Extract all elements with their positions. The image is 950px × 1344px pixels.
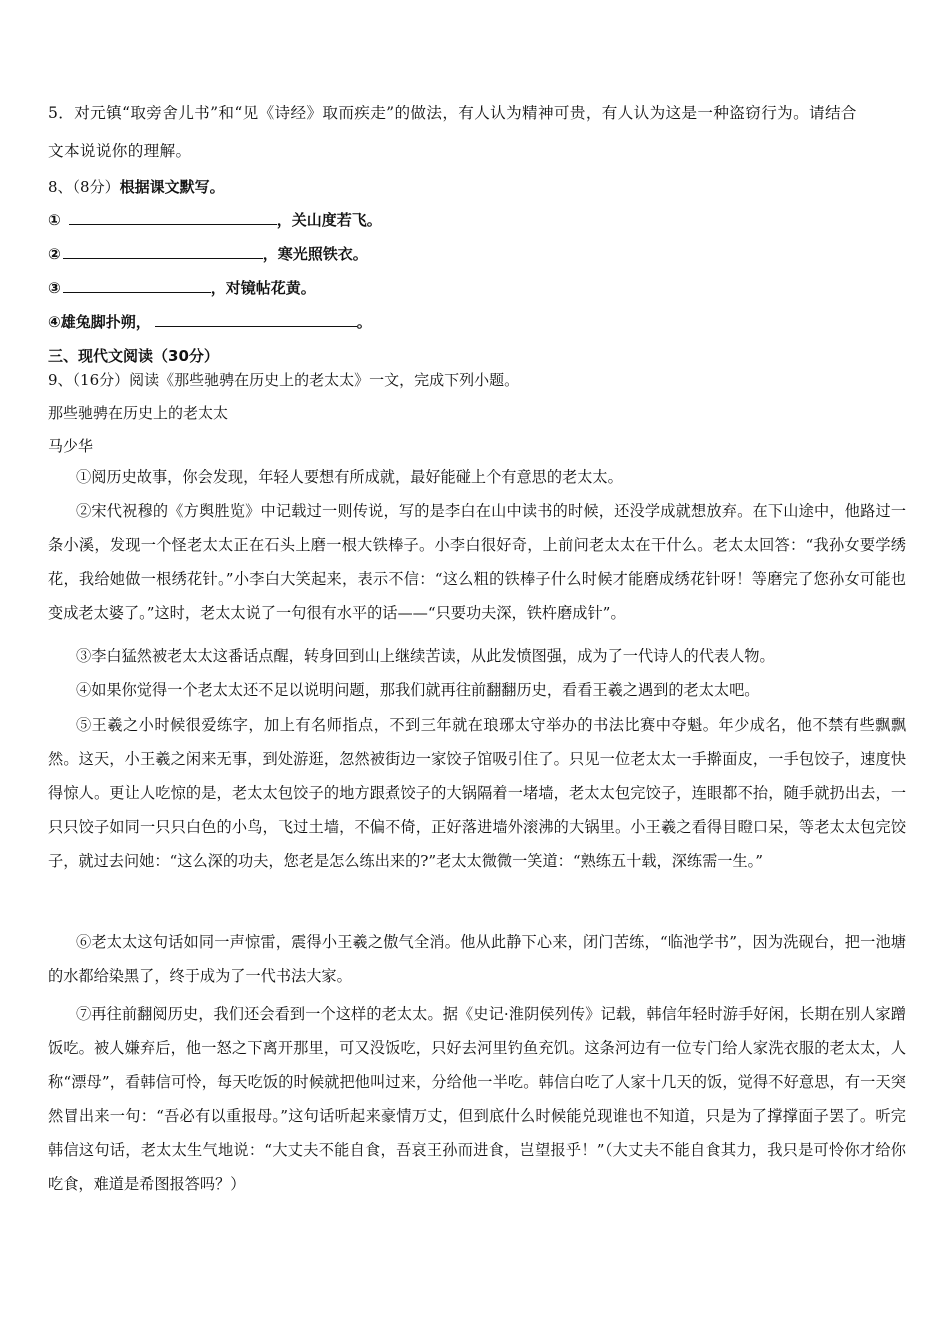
- q8-header: [48, 176, 225, 197]
- article-author: 马少华: [48, 437, 94, 455]
- fill-item-1-suffix: ，关山度若飞。: [276, 211, 382, 229]
- fill-item-1: [48, 209, 382, 230]
- fill-item-2-prefix: ②: [48, 245, 61, 263]
- section-title: 三、现代文阅读（30分）: [48, 347, 219, 365]
- answer-blank-2[interactable]: [63, 243, 263, 259]
- q8-number: 8、（8分）: [48, 178, 120, 196]
- answer-blank-4[interactable]: [155, 311, 357, 327]
- fill-item-3-suffix: ，对镜帖花黄。: [210, 279, 316, 297]
- fill-item-4-suffix: 。: [356, 313, 372, 331]
- fill-item-3: [48, 277, 316, 298]
- paragraph-3: ③李白猛然被老太太这番话点醒，转身回到山上继续苦读，从此发愤图强，成为了一代诗人的代表人物。: [76, 647, 775, 665]
- paragraph-4: ④如果你觉得一个老太太还不足以说明问题，那我们就再往前翻翻历史，看看王羲之遇到的老太太吧。: [76, 681, 760, 699]
- fill-item-4-prefix: ④雄兔脚扑朔，: [48, 313, 151, 331]
- fill-item-2-suffix: ，寒光照铁衣。: [262, 245, 368, 263]
- paragraph-7: ⑦再往前翻阅历史，我们还会看到一个这样的老太太。据《史记·淮阴侯列传》记载，韩信年轻时游手好闲，长期在别人家蹭饭吃。被人嫌弃后，他一怒之下离开那里，可又没饭吃，只好去河里钓鱼充饥。这条河边有一位专门给人家洗衣服的老太太，人称“漂母”，看韩信可怜，每天吃饭的时候就把他叫过来，分给他一半吃。韩信白吃了人家十几天的饭，觉得不好意思，有一天突然冒出来一句：“吾必有以重报母。”这句话听起来豪情万丈，但到底什么时候能兑现谁也不知道，只是为了撑撑面子罢了。听完韩信这句话，老太太生气地说：“大丈夫不能自食，吾哀王孙而进食，岂望报乎！”（大丈夫不能自食其力，我只是可怜你才给你吃食，难道是希图报答吗？）: [48, 1005, 906, 1193]
- q8-instruction: 根据课文默写。: [119, 178, 225, 196]
- paragraph-2: ②宋代祝穆的《方舆胜览》中记载过一则传说，写的是李白在山中读书的时候，还没学成就想放弃。在下山途中，他路过一条小溪，发现一个怪老太太正在石头上磨一根大铁棒子。小李白很好奇，上前问老太太在干什么。老太太回答：“我孙女要学绣花，我给她做一根绣花针。”小李白大笑起来，表示不信：“这么粗的铁棒子什么时候才能磨成绣花针呀！等磨完了您孙女可能也变成老太婆了。”这时，老太太说了一句很有水平的话——“只要功夫深，铁杵磨成针”。: [48, 502, 906, 622]
- answer-blank-3[interactable]: [63, 277, 211, 293]
- q9-header: 9、（16分）阅读《那些驰骋在历史上的老太太》一文，完成下列小题。: [48, 371, 520, 389]
- q5-line-2: 文本说说你的理解。: [48, 142, 192, 160]
- paragraph-1: ①阅历史故事，你会发现，年轻人要想有所成就，最好能碰上个有意思的老太太。: [76, 468, 623, 486]
- answer-blank-1[interactable]: [69, 209, 277, 225]
- fill-item-3-prefix: ③: [48, 279, 61, 297]
- fill-item-4: [48, 311, 372, 332]
- fill-item-2: [48, 243, 368, 264]
- q5-line-1: 5．对元镇“取旁舍儿书”和“见《诗经》取而疾走”的做法，有人认为精神可贵，有人认为这是一种盗窃行为。请结合: [48, 104, 857, 122]
- paragraph-5: ⑤王羲之小时候很爱练字，加上有名师指点，不到三年就在琅琊太守举办的书法比赛中夺魁。年少成名，他不禁有些飘飘然。这天，小王羲之闲来无事，到处游逛，忽然被街边一家饺子馆吸引住了。只见一位老太太一手擀面皮，一手包饺子，速度快得惊人。更让人吃惊的是，老太太包饺子的地方跟煮饺子的大锅隔着一堵墙，老太太包完饺子，连眼都不抬，随手就扔出去，一只只饺子如同一只只白色的小鸟，飞过土墙，不偏不倚，正好落进墙外滚沸的大锅里。小王羲之看得目瞪口呆，等老太太包完饺子，就过去问她：“这么深的功夫，您老是怎么练出来的?”老太太微微一笑道：“熟练五十载，深练需一生。”: [48, 716, 906, 870]
- fill-item-1-prefix: ①: [48, 211, 61, 229]
- article-title: 那些驰骋在历史上的老太太: [48, 404, 229, 422]
- paragraph-6: ⑥老太太这句话如同一声惊雷，震得小王羲之傲气全消。他从此静下心来，闭门苦练，“临池学书”，因为洗砚台，把一池塘的水都给染黑了，终于成为了一代书法大家。: [48, 933, 906, 985]
